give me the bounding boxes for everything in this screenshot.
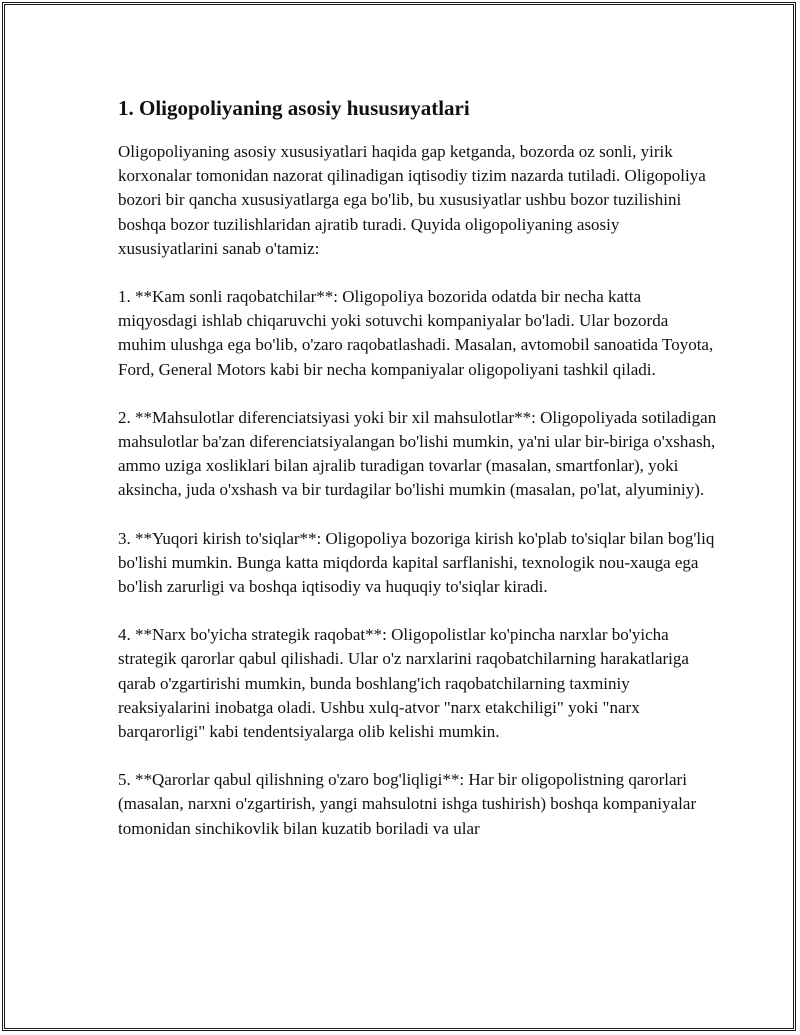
section-title: 1. Oligopoliyaning asosiy hususиyatlari	[118, 96, 470, 120]
paragraph-price-competition: 4. **Narx bo'yicha strategik raqobat**: Oligopolistlar ko'pincha narxlar bo'yicha strategik qarorlar qabul qilishadi. Ular o'z narxlarini raqobatchilarning harakatlariga qarab o'zgartirishi mumkin, bunda boshlang'ich raqobatchilarning taxminiy reaksiyalarini inobatga oladi. Ushbu xulq-atvor "narx etakchiligi" yoki "narx barqarorligi" kabi tendentsiyalarga olib kelishi mumkin.	[118, 625, 689, 742]
paragraph-product-differentiation: 2. **Mahsulotlar diferenciatsiyasi yoki bir xil mahsulotlar**: Oligopoliyada sotiladigan mahsulotlar ba'zan diferenciatsiyalangan bo'lishi mumkin, ya'ni ular bir-biriga o'xshash, ammo uziga xosliklari bilan ajralib turadigan tovarlar (masalan, smartfonlar), yoki aksincha, juda o'xshash va bir turdagilar bo'lishi mumkin (masalan, po'lat, alyuminiy).	[118, 407, 717, 500]
document-page	[4, 4, 794, 1029]
paragraph-entry-barriers: 3. **Yuqori kirish to'siqlar**: Oligopoliya bozoriga kirish ko'plab to'siqlar bilan bog'liq bo'lishi mumkin. Bunga katta miqdorda kapital sarflanishi, texnologik nou-xauga ega bo'lish zarurligi va boshqa iqtisodiy va huquqiy to'siqlar kiradi.	[118, 528, 715, 597]
paragraph-interdependence: 5. **Qarorlar qabul qilishning o'zaro bog'liqligi**: Har bir oligopolistning qarorlari (masalan, narxni o'zgartirish, yangi mahsulotni ishga tushirish) boshqa kompaniyalar tomonidan sinchikovlik bilan kuzatib boriladi va ular	[118, 770, 697, 838]
paragraph-few-competitors: 1. **Kam sonli raqobatchilar**: Oligopoliya bozorida odatda bir necha katta miqyosdagi ishlab chiqaruvchi yoki sotuvchi kompaniyalar bo'ladi. Ular bozorda muhim ulushga ega bo'lib, o'zaro raqobatlashadi. Masalan, avtomobil sanoatida Toyota, Ford, General Motors kabi bir necha kompaniyalar oligopoliyani tashkil qiladi.	[118, 287, 714, 379]
intro-paragraph: Oligopoliyaning asosiy xususiyatlari haqida gap ketganda, bozorda oz sonli, yirik korxonalar tomonidan nazorat qilinadigan iqtisodiy tizim nazarda tutiladi. Oligopoliya bozori bir qancha xususiyatlarga ega bo'lib, bu xususiyatlar ushbu bozor tuzilishini boshqa bozor tuzilishlaridan ajratib turadi. Quyida oligopoliyaning asosiy xususiyatlarini sanab o'tamiz:	[118, 142, 706, 258]
document-content	[118, 93, 718, 865]
